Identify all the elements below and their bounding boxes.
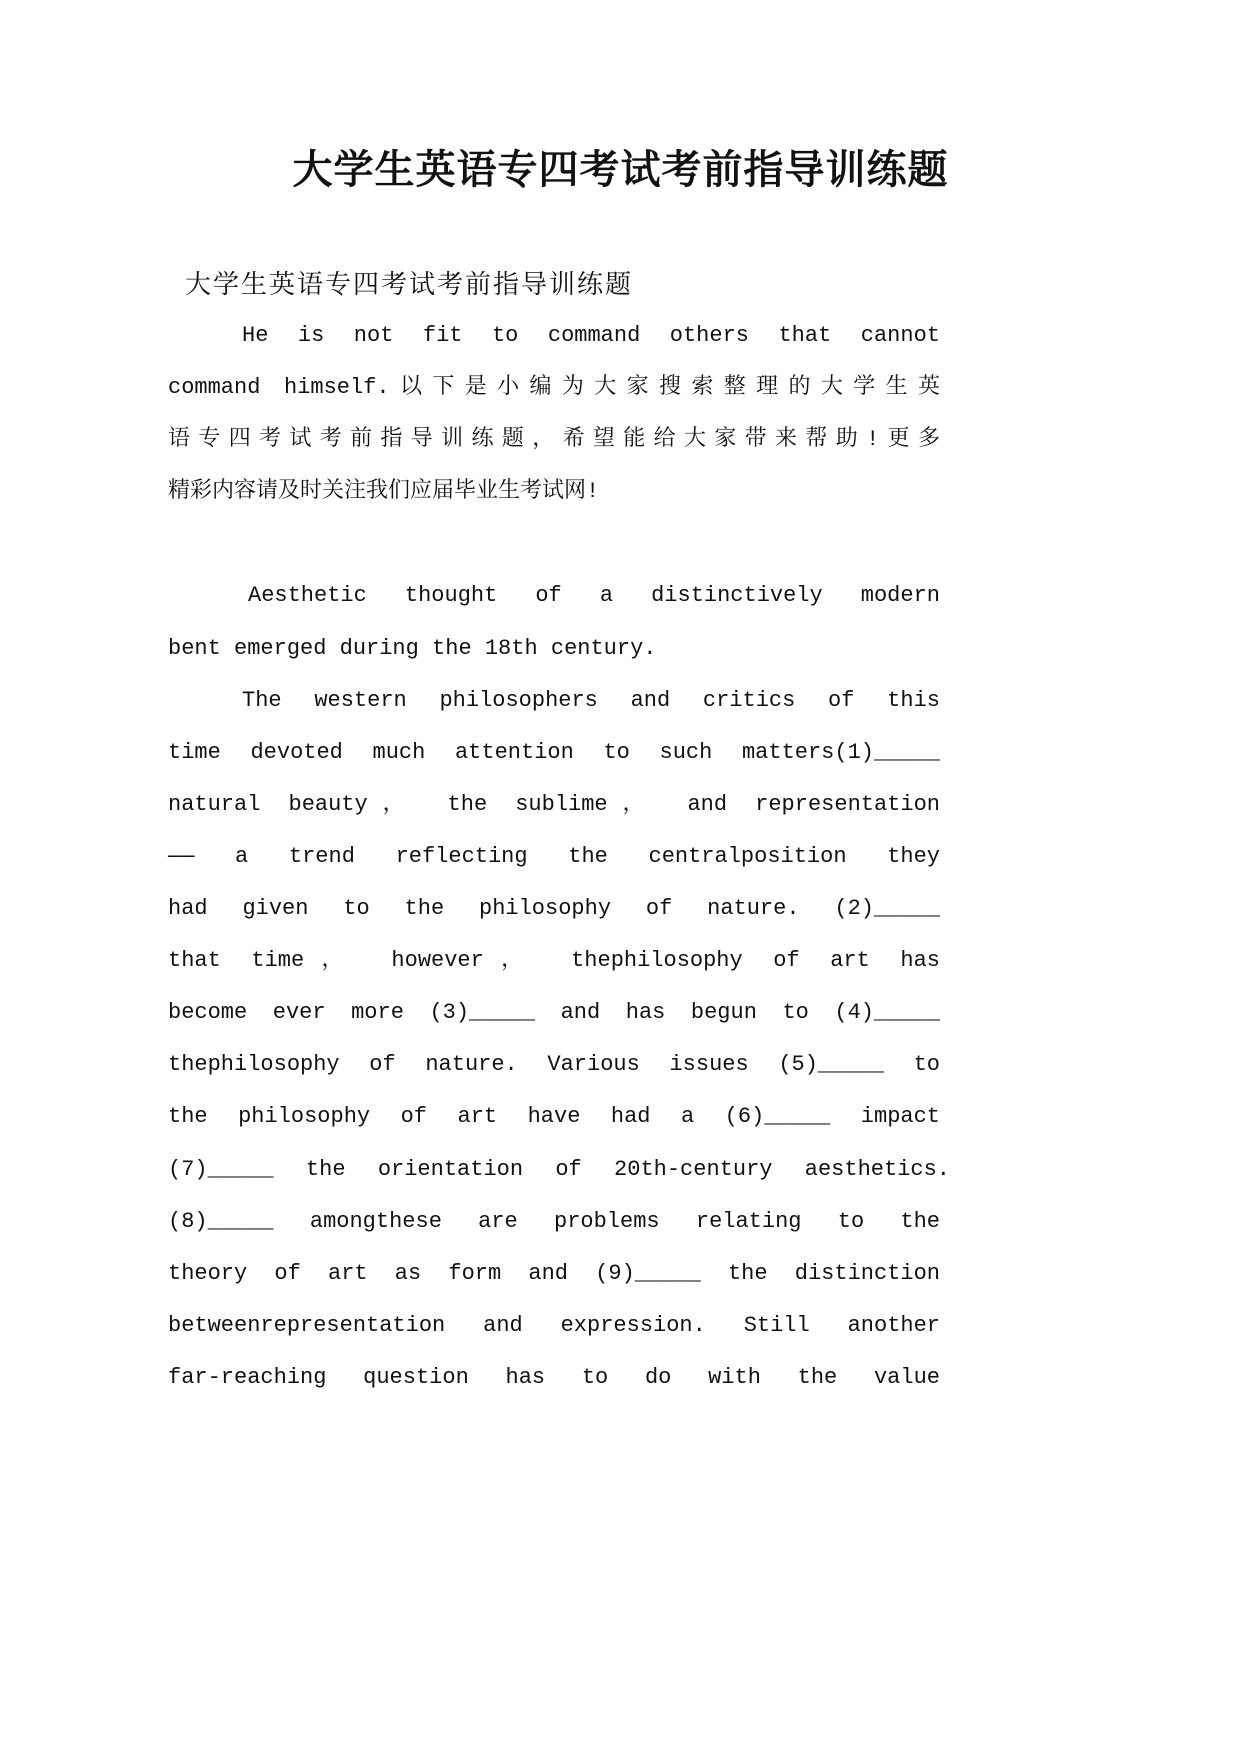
text-line: (8)_____ amongthese are problems relating to the — [168, 1208, 940, 1234]
text-line: far-reaching question has to do with the value — [168, 1364, 940, 1390]
text-line: thephilosophy of nature. Various issues (5)_____ to — [168, 1052, 940, 1078]
document-subtitle: 大学生英语专四考试考前指导训练题 — [185, 271, 634, 301]
intro-paragraph — [168, 310, 940, 518]
document-body — [168, 310, 950, 1404]
document-title: 大学生英语专四考试考前指导训练题 — [292, 146, 949, 193]
text-line: The western philosophers and critics of this — [242, 687, 940, 713]
text-line: He is not fit to command others that cannot — [242, 323, 940, 348]
passage-paragraph-2 — [168, 675, 950, 1404]
text-line: —— a trend reflecting the centralposition they — [168, 843, 940, 869]
text-line: natural beauty， the sublime， and representation — [168, 791, 940, 817]
text-line: command himself.以下是小编为大家搜索整理的大学生英 — [168, 375, 940, 401]
text-line: had given to the philosophy of nature. (2)_____ — [168, 896, 940, 922]
text-line: the philosophy of art have had a (6)_____ impact — [168, 1104, 940, 1130]
text-line: 语专四考试考前指导训练题，希望能给大家带来帮助!更多 — [168, 427, 940, 453]
text-line: become ever more (3)_____ and has begun to (4)_____ — [168, 1000, 940, 1026]
text-line: Aesthetic thought of a distinctively modern — [248, 583, 940, 609]
text-line: (7)_____ the orientation of 20th-century aesthetics. — [168, 1156, 950, 1182]
text-line: betweenrepresentation and expression. Still another — [168, 1312, 940, 1338]
text-line: bent emerged during the 18th century. — [168, 635, 657, 661]
blank-line — [168, 518, 940, 570]
text-line: time devoted much attention to such matters(1)_____ — [168, 739, 940, 765]
text-line: 精彩内容请及时关注我们应届毕业生考试网! — [168, 479, 600, 505]
text-line: theory of art as form and (9)_____ the distinction — [168, 1260, 940, 1286]
text-line: that time， however， thephilosophy of art has — [168, 948, 940, 974]
passage-paragraph-1 — [168, 570, 940, 674]
